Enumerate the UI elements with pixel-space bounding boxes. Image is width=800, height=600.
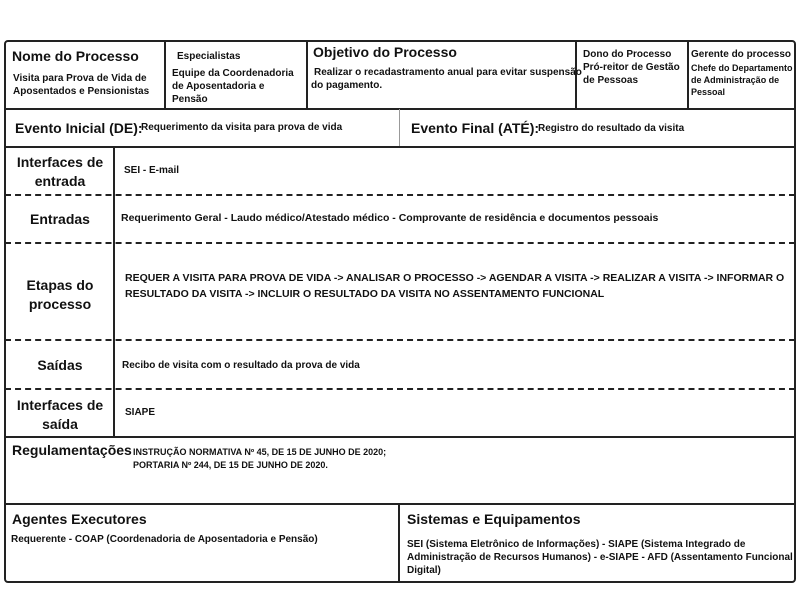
row-value: SIAPE — [125, 407, 156, 418]
row-value-line-2: RESULTADO DA VISITA -> INCLUIR O RESULTADO DA VISITA NO ASSENTAMENTO FUNCIONAL — [125, 288, 605, 300]
row-label-line-1: Etapas do — [26, 277, 94, 293]
sistemas-line-2: Administração de Recursos Humanos) - e-SIAPE - AFD (Assentamento Funcional — [407, 552, 793, 563]
objetivo-title: Objetivo do Processo — [313, 44, 457, 60]
divider — [398, 504, 400, 582]
divider — [5, 146, 795, 148]
especialistas-line-2: de Aposentadoria e — [172, 81, 265, 92]
row-value-line-1: REQUER A VISITA PARA PROVA DE VIDA -> ANALISAR O PROCESSO -> AGENDAR A VISITA -> REALIZAR A VISITA -> INFORMAR O — [125, 272, 785, 284]
agentes-value: Requerente - COAP (Coordenadoria de Aposentadoria e Pensão) — [11, 534, 318, 545]
row-value: Recibo de visita com o resultado da prova de vida — [122, 360, 360, 371]
evento-final-label: Evento Final (ATÉ): — [411, 120, 540, 136]
gerente-title: Gerente do processo — [691, 49, 792, 60]
row-value: Requerimento Geral - Laudo médico/Atestado médico - Comprovante de residência e documentos pessoais — [121, 212, 659, 224]
row-label-line-1: Entradas — [30, 211, 90, 227]
evento-final-value: Registro do resultado da visita — [538, 123, 685, 134]
objetivo-line-1: Realizar o recadastramento anual para evitar suspensão — [314, 67, 582, 78]
dashed-divider — [5, 339, 795, 341]
objetivo-line-2: do pagamento. — [311, 80, 383, 91]
dashed-divider — [5, 388, 795, 390]
regulamentacoes-title: Regulamentações — [12, 442, 132, 458]
dono-line-2: de Pessoas — [583, 75, 639, 86]
divider — [306, 41, 308, 108]
row-label-line-2: saída — [42, 416, 78, 432]
gerente-line-2: de Administração de — [691, 75, 780, 85]
row-label-line-1: Interfaces de — [16, 154, 104, 170]
dashed-divider — [5, 194, 795, 196]
nome-do-processo-title: Nome do Processo — [12, 48, 139, 64]
gerente-line-1: Chefe do Departamento — [691, 63, 793, 73]
especialistas-line-1: Equipe da Coordenadoria — [172, 68, 294, 79]
evento-inicial-value: Requerimento da visita para prova de vida — [141, 122, 343, 133]
divider — [687, 41, 689, 108]
dono-title: Dono do Processo — [583, 49, 672, 60]
especialistas-line-3: Pensão — [172, 94, 208, 105]
row-label — [8, 396, 112, 434]
row-label-line-1: Interfaces de — [16, 397, 104, 413]
sistemas-title: Sistemas e Equipamentos — [407, 511, 581, 527]
row-value: SEI - E-mail — [124, 165, 180, 176]
divider — [5, 436, 795, 438]
divider — [5, 503, 795, 505]
divider — [113, 147, 115, 437]
divider — [5, 108, 795, 110]
sistemas-line-1: SEI (Sistema Eletrônico de Informações) - SIAPE (Sistema Integrado de — [407, 539, 746, 550]
gerente-line-3: Pessoal — [691, 87, 726, 97]
dono-line-1: Pró-reitor de Gestão — [583, 62, 680, 73]
agentes-title: Agentes Executores — [12, 511, 147, 527]
row-label — [8, 276, 112, 314]
nome-do-processo-line-2: Aposentados e Pensionistas — [13, 86, 150, 97]
evento-inicial-label: Evento Inicial (DE): — [15, 120, 143, 136]
regulamentacoes-line-1: INSTRUÇÃO NORMATIVA Nº 45, DE 15 DE JUNHO DE 2020; — [133, 447, 387, 457]
sistemas-line-3: Digital) — [407, 565, 441, 576]
row-label — [8, 210, 112, 229]
dashed-divider — [5, 242, 795, 244]
row-label — [8, 356, 112, 375]
row-label — [8, 153, 112, 191]
nome-do-processo-line-1: Visita para Prova de Vida de — [13, 73, 147, 84]
divider — [164, 41, 166, 108]
row-label-line-2: entrada — [34, 173, 86, 189]
regulamentacoes-line-2: PORTARIA Nº 244, DE 15 DE JUNHO DE 2020. — [133, 460, 328, 470]
divider — [399, 109, 400, 147]
row-label-line-1: Saídas — [37, 357, 83, 373]
especialistas-title: Especialistas — [177, 51, 241, 62]
row-label-line-2: processo — [28, 296, 92, 312]
